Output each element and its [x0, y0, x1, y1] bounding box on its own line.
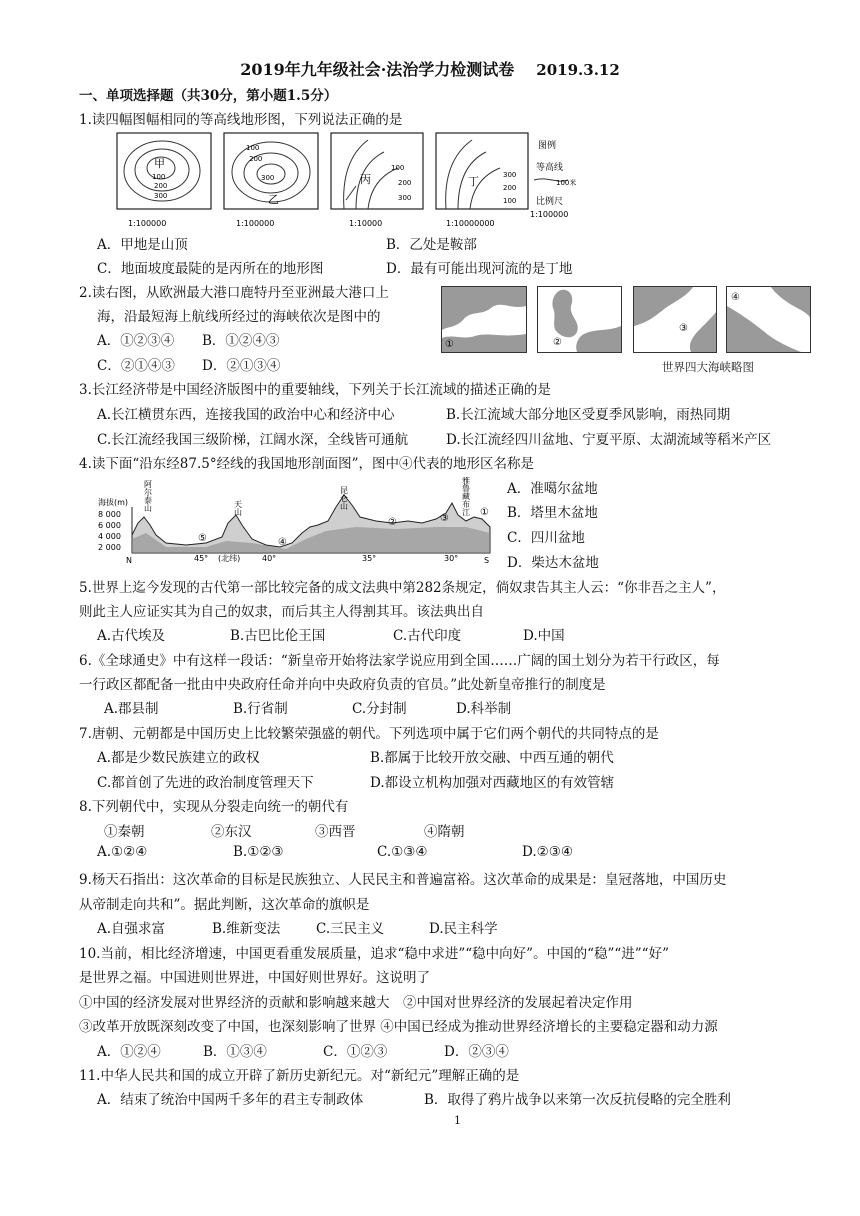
q7-option-d: D.都设立机构加强对西藏地区的有效管辖 [370, 775, 615, 791]
peak-label-yarlung: 雅鲁藏布江 [462, 477, 470, 517]
q3-option-a: A.长江横贯东西，连接我国的政治中心和经济中心 [97, 407, 395, 423]
profile-north: N [126, 556, 132, 565]
q2-figure-caption: 世界四大海峡略图 [662, 360, 754, 374]
q4-stem: 4.读下面“沿东经87.5°经线的我国地形剖面图”，图中④代表的地形区名称是 [79, 456, 534, 472]
legend-contour-value: 100米 [556, 179, 577, 187]
q4-option-d: D．柴达木盆地 [507, 555, 599, 571]
q8-option-b: B.①②③ [233, 844, 284, 860]
map-label-yi: 乙 [268, 193, 279, 206]
q5-stem-line2: 则此主人应证实其为自己的奴隶，而后其主人得割其耳。该法典出自 [79, 604, 484, 620]
map-scale: 1:100000 [128, 219, 167, 228]
y-tick: 8 000 [98, 510, 121, 519]
q3-stem: 3.长江经济带是中国经济版图中的重要轴线，下列关于长江流域的描述正确的是 [79, 382, 551, 398]
contour-label: 200 [154, 182, 168, 190]
q2-stem-line2: 海，沿最短海上航线所经过的海峡依次是图中的 [97, 309, 381, 325]
q6-option-c: C.分封制 [352, 701, 407, 717]
contour-label: 300 [398, 194, 412, 202]
contour-label: 200 [503, 184, 517, 192]
strait-map-2 [538, 287, 622, 353]
q8-option-d: D.②③④ [522, 844, 573, 860]
q8-item-4: ④隋朝 [424, 824, 465, 840]
q8-option-c: C.①③④ [377, 844, 428, 860]
q7-option-b: B.都属于比较开放交融、中西互通的朝代 [370, 750, 614, 766]
q3-option-c: C.长江流经我国三级阶梯，江阔水深，全线皆可通航 [97, 432, 409, 448]
contour-map-1 [117, 133, 211, 228]
contour-label: 100 [152, 173, 166, 181]
q9-stem-line2: 从帝制走向共和”。据此判断，这次革命的旗帜是 [79, 897, 370, 913]
strait-map-1 [442, 287, 527, 353]
y-axis-label: 海拔(m) [98, 498, 129, 507]
q6-stem-line1: 6.《全球通史》中有这样一段话：“新皇帝开始将法家学说应用到全国……广阔的国土划分为若干行政区，每 [79, 653, 720, 669]
contour-label: 300 [154, 192, 168, 200]
strait-mark-2: ② [553, 337, 562, 348]
lat-tick: 35° [362, 554, 377, 563]
strait-mark-4: ④ [731, 292, 740, 303]
q4-option-b: B．塔里木盆地 [507, 505, 598, 521]
q5-option-c: C.古代印度 [393, 628, 462, 644]
y-tick: 4 000 [98, 532, 121, 541]
strait-map-4 [727, 287, 811, 353]
y-tick: 2 000 [98, 543, 121, 552]
q8-item-1: ①秦朝 [104, 824, 145, 840]
q4-option-a: A．准噶尔盆地 [507, 481, 598, 497]
contour-map-4 [436, 133, 528, 228]
peak-label-altai: 阿尔泰山 [144, 480, 152, 513]
map-label-jia: 甲 [154, 157, 165, 170]
lat-tick: 30° [444, 554, 459, 563]
q8-item-3: ③西晋 [315, 824, 356, 840]
q7-stem: 7.唐朝、元朝都是中国历史上比较繁荣强盛的朝代。下列选项中属于它们两个朝代的共同特点的是 [79, 726, 659, 742]
contour-label: 300 [261, 174, 275, 182]
lat-tick: 40° [262, 554, 277, 563]
q8-item-2: ②东汉 [211, 824, 252, 840]
profile-mark-1: ① [480, 507, 489, 518]
q2-straits-figure [441, 286, 812, 376]
legend-scale-value: 1:100000 [530, 210, 569, 219]
profile-mark-5: ⑤ [198, 533, 207, 544]
q1-contour-maps-figure [116, 130, 594, 232]
contour-label: 300 [503, 171, 517, 179]
page-title [0, 57, 860, 80]
q4-profile-figure [96, 477, 502, 567]
legend-scale: 比例尺 [536, 197, 564, 207]
q2-option-c: C．②①④③ [97, 358, 175, 374]
q1-stem: 1.读四幅图幅相同的等高线地形图，下列说法正确的是 [79, 112, 403, 128]
map-scale: 1:10000 [349, 219, 383, 228]
strait-mark-1: ① [445, 339, 454, 350]
q5-option-a: A.古代埃及 [97, 628, 166, 644]
map-scale: 1:100000 [236, 219, 275, 228]
q9-option-b: B.维新变法 [212, 921, 281, 937]
q7-option-c: C.都首创了先进的政治制度管理天下 [97, 775, 314, 791]
q5-stem-line1: 5.世界上迄今发现的古代第一部比较完备的成文法典中第282条规定，倘奴隶告其主人云：“你非吾之主人”， [79, 580, 726, 596]
profile-mark-2: ② [388, 517, 397, 528]
q2-option-b: B．①②④③ [202, 333, 280, 349]
profile-south: S [484, 556, 490, 565]
contour-label: 100 [503, 197, 517, 205]
q10-option-a: A．①②④ [97, 1044, 161, 1060]
legend-title: 图例 [538, 141, 557, 151]
q1-option-a: A．甲地是山顶 [97, 237, 188, 253]
q1-option-b: B．乙处是鞍部 [386, 237, 477, 253]
contour-label: 200 [398, 179, 412, 187]
q10-statements-2: ③改革开放既深刻改变了中国，也深刻影响了世界 ④中国已经成为推动世界经济增长的主要稳定器和动力源 [79, 1019, 718, 1035]
q1-option-c: C．地面坡度最陡的是丙所在的地形图 [97, 261, 324, 277]
map-scale: 1:10000000 [446, 219, 495, 228]
q9-stem-line1: 9.杨天石指出：这次革命的目标是民族独立、人民民主和普遍富裕。这次革命的成果是：皇冠落地，中国历史 [79, 872, 727, 888]
q3-option-b: B.长江流域大部分地区受夏季风影响，雨热同期 [446, 407, 731, 423]
q11-option-a: A．结束了统治中国两千多年的君主专制政体 [97, 1092, 364, 1108]
lat-tick: (北纬) [218, 554, 241, 563]
q5-option-d: D.中国 [523, 628, 565, 644]
profile-mark-3: ③ [440, 513, 449, 524]
q11-option-b: B．取得了鸦片战争以来第一次反抗侵略的完全胜利 [424, 1092, 731, 1108]
q7-option-a: A.都是少数民族建立的政权 [97, 750, 260, 766]
profile-mark-4: ④ [278, 537, 287, 548]
contour-label: 100 [391, 164, 405, 172]
legend-contour: 等高线 [536, 163, 564, 173]
q2-stem-line1: 2.读右图，从欧洲最大港口鹿特丹至亚洲最大港口上 [79, 285, 389, 301]
section-heading: 一、单项选择题（共30分，第小题1.5分） [79, 88, 338, 104]
q10-stem-line2: 是世界之福。中国进则世界进，中国好则世界好。这说明了 [79, 970, 430, 986]
q6-option-d: D.科举制 [456, 701, 512, 717]
peak-label-tianshan: 天山 [234, 500, 242, 517]
q9-option-a: A.自强求富 [97, 921, 166, 937]
q1-option-d: D．最有可能出现河流的是丁地 [386, 261, 573, 277]
lat-tick: 45° [194, 554, 209, 563]
y-tick: 6 000 [98, 521, 121, 530]
exam-date: 2019.3.12 [536, 61, 620, 79]
q6-option-a: A.郡县制 [104, 701, 159, 717]
q6-stem-line2: 一行政区都配备一批由中央政府任命并向中央政府负责的官员。”此处新皇帝推行的制度是 [79, 677, 606, 693]
contour-label: 100 [246, 144, 260, 152]
page-number: 1 [454, 1114, 461, 1127]
map-label-bing: 丙 [360, 173, 371, 186]
q10-statements-1: ①中国的经济发展对世界经济的贡献和影响越来越大 ②中国对世界经济的发展起着决定作用 [79, 995, 633, 1011]
q10-option-c: C．①②③ [323, 1044, 388, 1060]
q4-option-c: C．四川盆地 [507, 530, 585, 546]
q2-option-d: D．②①③④ [202, 358, 281, 374]
map-legend [530, 139, 576, 219]
q10-option-d: D．②③④ [444, 1044, 509, 1060]
q11-stem: 11.中华人民共和国的成立开辟了新历史新纪元。对“新纪元”理解正确的是 [79, 1068, 520, 1084]
contour-map-2 [224, 133, 318, 228]
strait-mark-3: ③ [679, 323, 688, 334]
peak-label-kunlun: 昆仑山 [340, 486, 348, 511]
q9-option-d: D.民主科学 [429, 921, 498, 937]
title-text: 2019年九年级社会·法治学力检测试卷 [240, 60, 515, 79]
q8-stem: 8.下列朝代中，实现从分裂走向统一的朝代有 [79, 799, 349, 815]
q5-option-b: B.古巴比伦王国 [230, 628, 326, 644]
q10-stem-line1: 10.当前，相比经济增速，中国更看重发展质量，追求“稳中求进”“稳中向好”。中国的“稳”“进”“好” [79, 946, 669, 962]
q8-option-a: A.①②④ [97, 844, 148, 860]
strait-map-3 [634, 287, 717, 353]
q10-option-b: B．①③④ [203, 1044, 267, 1060]
contour-map-3 [331, 133, 423, 228]
map-label-ding: 丁 [468, 175, 479, 188]
q3-option-d: D.长江流经四川盆地、宁夏平原、太湖流域等稻米产区 [446, 432, 772, 448]
q2-option-a: A．①②③④ [97, 333, 175, 349]
contour-label: 200 [249, 155, 263, 163]
q6-option-b: B.行省制 [233, 701, 288, 717]
q9-option-c: C.三民主义 [316, 921, 385, 937]
